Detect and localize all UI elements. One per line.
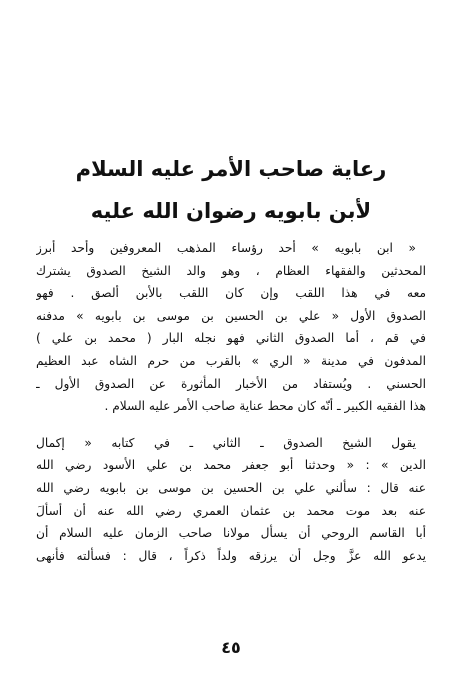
page-number: ٤٥ bbox=[221, 638, 241, 657]
text-line: يدعو الله عزَّ وجل أن يرزقه ولداً ذكراً ، قال : فسألته فأنهى bbox=[36, 548, 426, 563]
paragraph-2 bbox=[36, 432, 426, 568]
text-line: المدفون في مدينة « الري » بالقرب من حرم الشاه عبد العظيم bbox=[36, 353, 426, 368]
text-line: الصدوق الأول « علي بن الحسين بن موسى بن بابويه » مدفنه bbox=[36, 308, 426, 323]
chapter-title-line-1: رعاية صاحب الأمر عليه السلام bbox=[75, 157, 387, 181]
chapter-title bbox=[40, 148, 422, 232]
paragraph-1 bbox=[36, 237, 426, 418]
text-line: الدين » : « وحدثنا أبو جعفر محمد بن علي الأسود رضي الله bbox=[36, 458, 426, 473]
chapter-title-line-2: لأبن بابويه رضوان الله عليه bbox=[90, 199, 372, 223]
text-line: الحسني . ويُستفاد من الأخبار المأثورة عن الصدوق الأول ـ bbox=[36, 376, 426, 391]
text-line: يقول الشيخ الصدوق ـ الثاني ـ في كتابه « إكمال bbox=[36, 435, 416, 450]
text-line: المحدثين والفقهاء العظام ، وهو والد الشيخ الصدوق يشترك bbox=[36, 263, 426, 278]
text-line: هذا الفقيه الكبير ـ أنّه كان محط عناية صاحب الأمر عليه السلام . bbox=[104, 399, 426, 414]
text-line: « ابن بابويه » أحد رؤساء المذهب المعروفين وأحد أبرز bbox=[36, 241, 416, 255]
body-text bbox=[36, 237, 426, 567]
text-line: عنه بعد موت محمد بن عثمان العمري رضي الله عنه أن أسألَ bbox=[36, 503, 426, 518]
text-line: أبا القاسم الروحي أن يسأل مولانا صاحب الزمان عليه السلام أن bbox=[36, 526, 426, 541]
text-line: معه في هذا اللقب وإن كان اللقب بالأبن ألصق . فهو bbox=[36, 286, 426, 301]
text-line: في قم ، أما الصدوق الثاني فهو نجله البار ( محمد بن علي ) bbox=[36, 331, 426, 346]
text-line: عنه قال : سألني علي بن الحسين بن موسى بن بابويه رضي الله bbox=[36, 480, 426, 495]
